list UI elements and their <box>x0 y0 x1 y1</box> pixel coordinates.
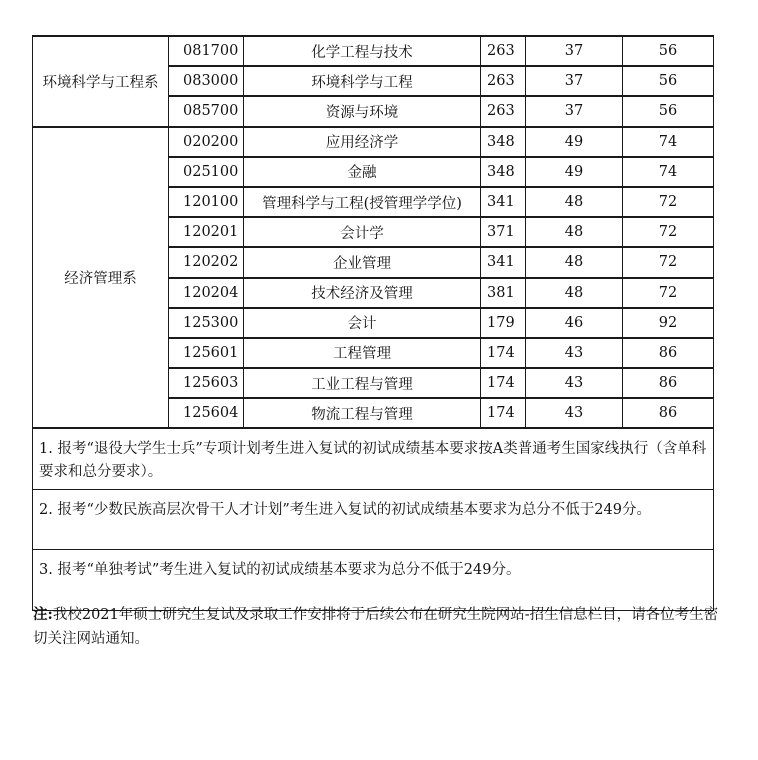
total-score-cell: 371 <box>481 217 526 247</box>
subject2-score-cell: 74 <box>623 157 714 187</box>
note-row <box>33 428 714 490</box>
subject2-score-cell: 74 <box>623 127 714 157</box>
total-score-cell: 381 <box>481 278 526 308</box>
code-cell: 081700 <box>169 36 244 66</box>
major-cell: 企业管理 <box>244 247 481 277</box>
subject2-score-cell: 72 <box>623 187 714 217</box>
subject2-score-cell: 56 <box>623 66 714 96</box>
subject1-score-cell: 49 <box>526 157 623 187</box>
subject2-score-cell: 86 <box>623 368 714 398</box>
subject2-score-cell: 86 <box>623 398 714 428</box>
code-cell: 120201 <box>169 217 244 247</box>
code-cell: 125603 <box>169 368 244 398</box>
subject1-score-cell: 37 <box>526 66 623 96</box>
major-cell: 技术经济及管理 <box>244 278 481 308</box>
subject2-score-cell: 72 <box>623 278 714 308</box>
score-table-body <box>33 36 714 611</box>
code-cell: 120202 <box>169 247 244 277</box>
total-score-cell: 348 <box>481 157 526 187</box>
major-cell: 工业工程与管理 <box>244 368 481 398</box>
subject1-score-cell: 49 <box>526 127 623 157</box>
note-cell: 3. 报考“单独考试”考生进入复试的初试成绩基本要求为总分不低于249分。 <box>33 550 714 611</box>
major-cell: 环境科学与工程 <box>244 66 481 96</box>
subject1-score-cell: 48 <box>526 247 623 277</box>
major-cell: 化学工程与技术 <box>244 36 481 66</box>
total-score-cell: 348 <box>481 127 526 157</box>
major-cell: 工程管理 <box>244 338 481 368</box>
subject1-score-cell: 43 <box>526 368 623 398</box>
code-cell: 020200 <box>169 127 244 157</box>
code-cell: 085700 <box>169 96 244 126</box>
footnote-label: 注: <box>33 606 53 623</box>
subject1-score-cell: 48 <box>526 278 623 308</box>
total-score-cell: 174 <box>481 368 526 398</box>
table-row <box>33 127 714 157</box>
total-score-cell: 341 <box>481 187 526 217</box>
subject1-score-cell: 43 <box>526 398 623 428</box>
subject2-score-cell: 92 <box>623 308 714 338</box>
table-row <box>33 36 714 66</box>
major-cell: 物流工程与管理 <box>244 398 481 428</box>
note-cell: 2. 报考“少数民族高层次骨干人才计划”考生进入复试的初试成绩基本要求为总分不低于249分。 <box>33 490 714 550</box>
major-cell: 会计学 <box>244 217 481 247</box>
major-cell: 会计 <box>244 308 481 338</box>
code-cell: 083000 <box>169 66 244 96</box>
subject1-score-cell: 48 <box>526 187 623 217</box>
subject1-score-cell: 37 <box>526 96 623 126</box>
major-cell: 金融 <box>244 157 481 187</box>
subject1-score-cell: 46 <box>526 308 623 338</box>
subject2-score-cell: 86 <box>623 338 714 368</box>
subject1-score-cell: 43 <box>526 338 623 368</box>
note-row <box>33 490 714 550</box>
code-cell: 120100 <box>169 187 244 217</box>
note-cell: 1. 报考“退役大学生士兵”专项计划考生进入复试的初试成绩基本要求按A类普通考生国家线执行（含单科要求和总分要求）。 <box>33 428 714 490</box>
total-score-cell: 179 <box>481 308 526 338</box>
subject2-score-cell: 56 <box>623 96 714 126</box>
major-cell: 资源与环境 <box>244 96 481 126</box>
code-cell: 125601 <box>169 338 244 368</box>
total-score-cell: 174 <box>481 338 526 368</box>
note-row <box>33 550 714 611</box>
total-score-cell: 263 <box>481 36 526 66</box>
department-cell: 环境科学与工程系 <box>33 36 169 127</box>
major-cell: 管理科学与工程(授管理学学位) <box>244 187 481 217</box>
total-score-cell: 263 <box>481 66 526 96</box>
code-cell: 125604 <box>169 398 244 428</box>
code-cell: 120204 <box>169 278 244 308</box>
footnote-text: 我校2021年硕士研究生复试及录取工作安排将于后续公布在研究生院网站-招生信息栏目，请各位考生密切关注网站通知。 <box>33 607 719 647</box>
subject2-score-cell: 72 <box>623 247 714 277</box>
major-cell: 应用经济学 <box>244 127 481 157</box>
subject1-score-cell: 37 <box>526 36 623 66</box>
subject1-score-cell: 48 <box>526 217 623 247</box>
total-score-cell: 263 <box>481 96 526 126</box>
code-cell: 125300 <box>169 308 244 338</box>
total-score-cell: 341 <box>481 247 526 277</box>
subject2-score-cell: 72 <box>623 217 714 247</box>
total-score-cell: 174 <box>481 398 526 428</box>
score-table <box>32 35 714 611</box>
subject2-score-cell: 56 <box>623 36 714 66</box>
code-cell: 025100 <box>169 157 244 187</box>
department-cell: 经济管理系 <box>33 127 169 429</box>
footnote <box>33 603 723 651</box>
